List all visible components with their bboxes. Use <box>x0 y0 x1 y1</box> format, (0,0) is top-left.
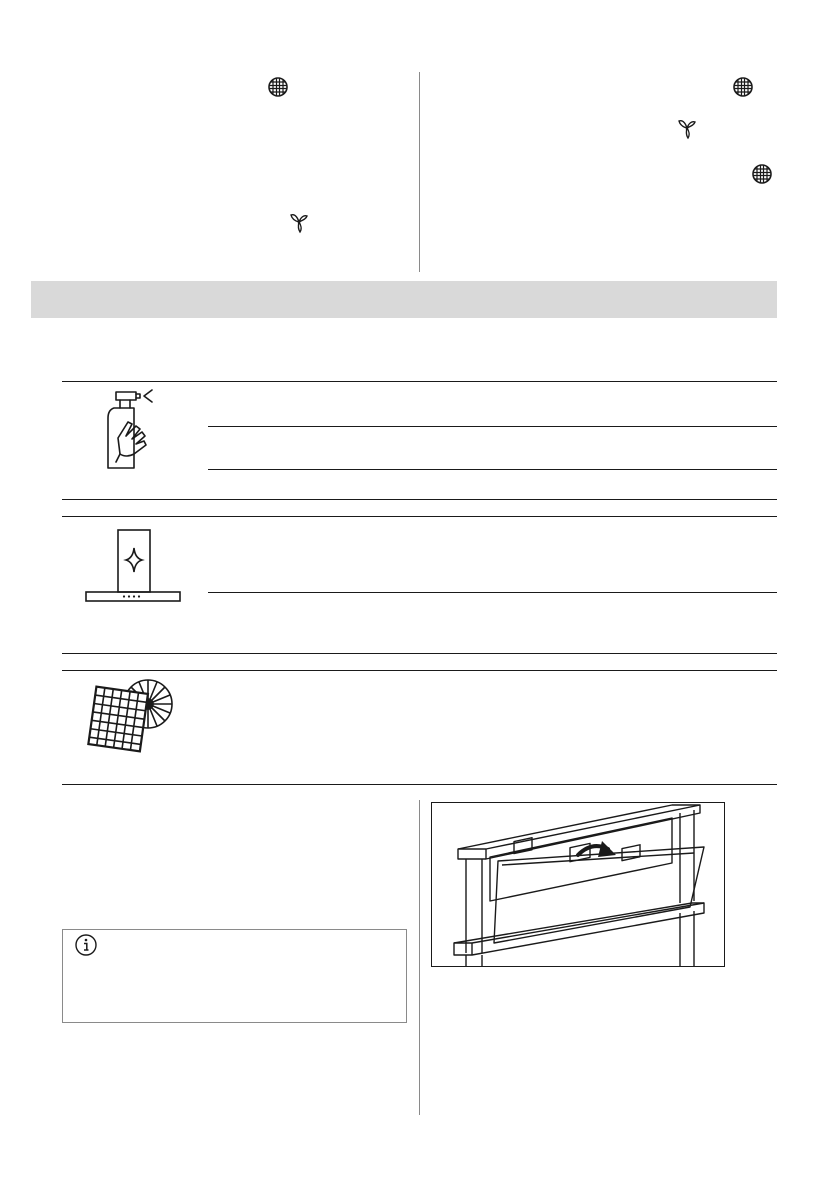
table-rule <box>62 499 777 500</box>
table-rule <box>208 426 777 427</box>
table-rule <box>62 516 777 517</box>
table-rule <box>208 592 777 593</box>
column-divider-bottom <box>419 800 420 1115</box>
grease-filter-icon <box>732 76 754 98</box>
information-icon <box>74 933 98 957</box>
table-rule <box>62 381 777 382</box>
illustration-frame <box>431 802 725 967</box>
table-rule <box>62 784 777 785</box>
table-rule <box>62 653 777 654</box>
table-rule <box>208 469 777 470</box>
fan-icon <box>677 118 697 140</box>
section-heading-bar <box>31 281 777 318</box>
grease-filter-icon <box>751 163 773 185</box>
downdraft-hood-illustration <box>432 803 724 966</box>
cleaning-spray-icon <box>98 386 180 472</box>
section-title <box>31 281 777 299</box>
grease-filter-icon <box>267 76 289 98</box>
column-divider-top <box>419 72 420 272</box>
info-note-box <box>62 929 407 1023</box>
charcoal-filter-icon <box>84 676 178 760</box>
cooker-hood-icon <box>84 528 182 604</box>
table-rule <box>62 670 777 671</box>
fan-icon <box>289 212 309 234</box>
